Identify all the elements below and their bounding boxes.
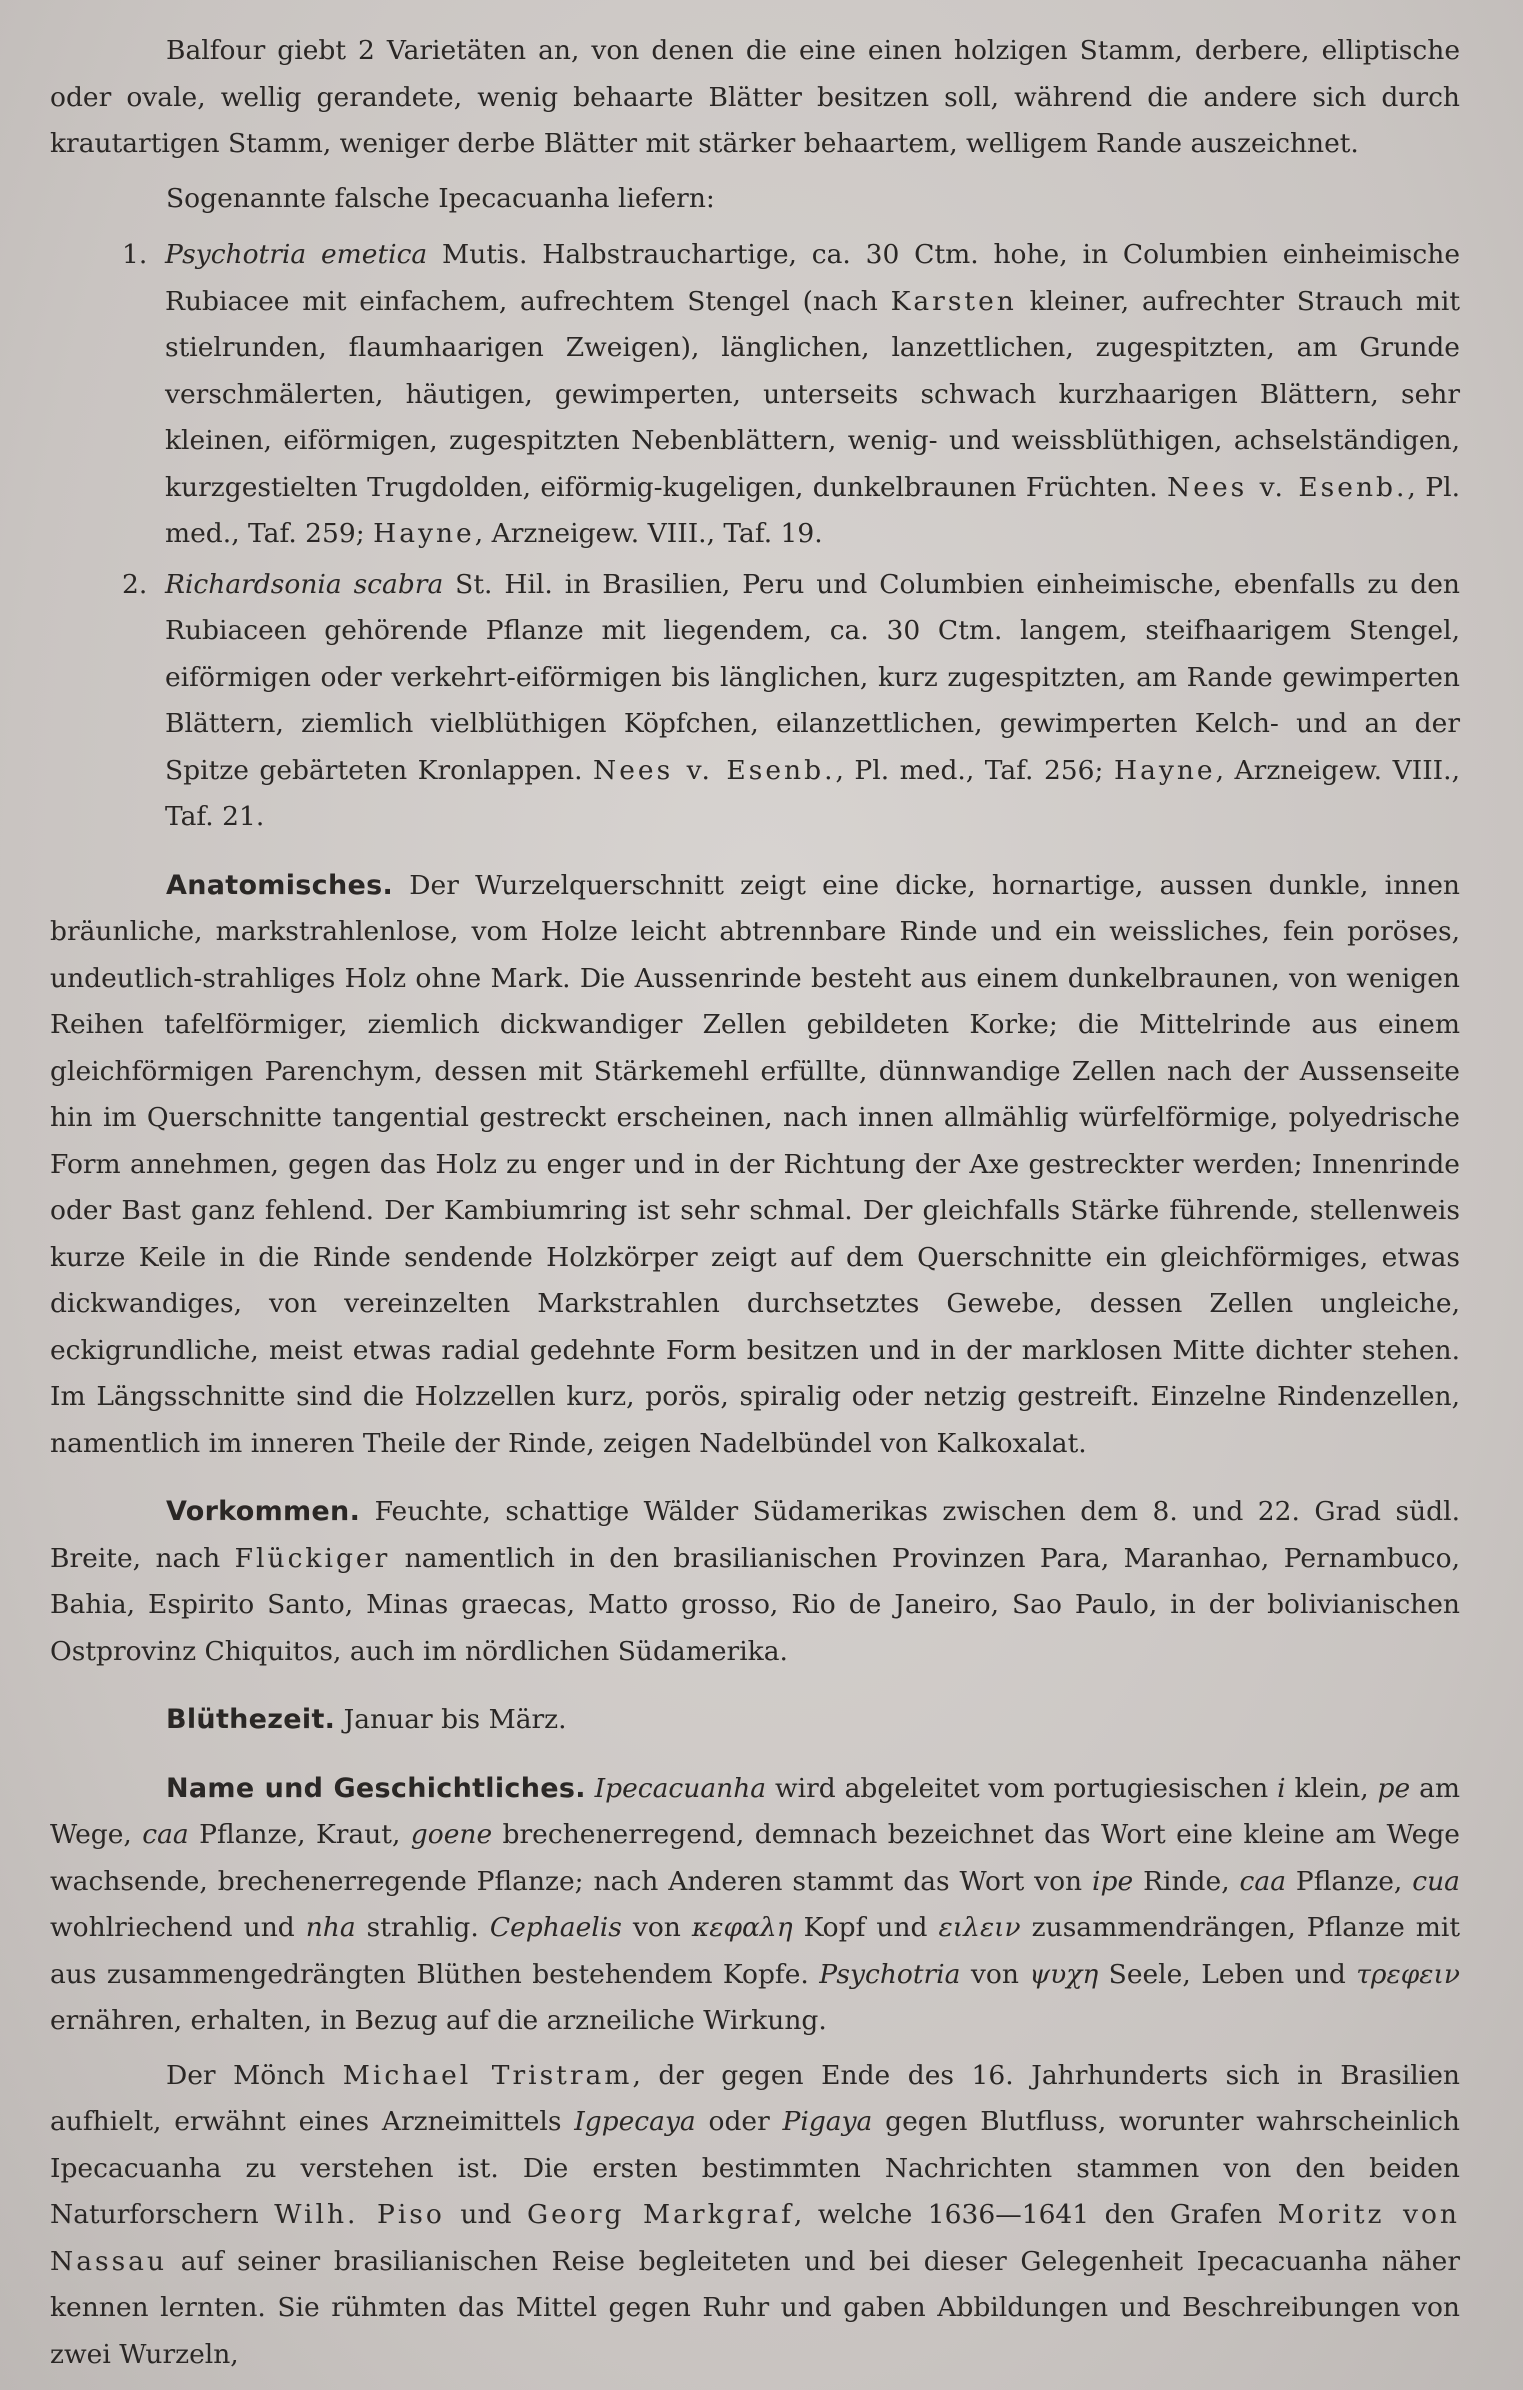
section-vorkommen: Vorkommen. Feuchte, schattige Wälder Südamerikas zwischen dem 8. und 22. Grad südl. Breite, nach Flückiger namentlich in den brasilianischen Provinzen Para, Maranhao, Pernambuco, Bahia, Espirito Santo, Minas graecas, Matto grosso, Rio de Janeiro, Sao Paulo, in der bolivianischen Ostprovinz Chiquitos, auch im nördlichen Südamerika. <box>50 1496 1460 1667</box>
list-item-number: 1. <box>122 239 148 270</box>
list-item-number: 2. <box>122 568 148 600</box>
greek-word: ειλειν <box>938 1912 1021 1943</box>
person-name: Georg Markgraf <box>527 2199 794 2230</box>
paragraph-false-ipecacuanha-intro: Sogenannte falsche Ipecacuanha liefern: <box>166 182 715 214</box>
section-heading-name-geschichte: Name und Geschichtliches. <box>166 1772 586 1804</box>
section-heading-anatomie: Anatomisches. <box>166 869 394 901</box>
person-name: Moritz von Nassau <box>50 2199 1460 2277</box>
section-heading-vorkommen: Vorkommen. <box>166 1496 361 1527</box>
section-heading-bluethezeit: Blüthezeit. <box>166 1704 336 1735</box>
greek-word: τρεφειν <box>1356 1958 1460 1990</box>
document-page <box>50 28 1460 2378</box>
false-ipecacuanha-list <box>50 232 1460 841</box>
greek-word: ψυχη <box>1029 1958 1099 1990</box>
species-name: Richardsonia scabra <box>165 568 444 600</box>
species-name: Psychotria emetica <box>165 239 428 270</box>
person-name: Wilh. Piso <box>274 2199 445 2230</box>
author-name: Hayne <box>1113 754 1216 786</box>
list-item-richardsonia: 2. Richardsonia scabra St. Hil. in Brasilien, Peru und Columbien einheimische, ebenfalls zu den Rubiaceen gehörende Pflanze mit liegendem, ca. 30 Ctm. langem, steifhaarigem Stengel, eiförmigen oder verkehrt-eiförmigen bis länglichen, kurz zugespitzten, am Rande gewimperten Blättern, ziemlich vielblüthigen Köpfchen, eilanzettlichen, gewimperten Kelch- und an der Spitze gebärteten Kronlappen. Nees v. Esenb., Pl. med., Taf. 256; Hayne, Arzneigew. VIII., Taf. 21. <box>50 562 1460 841</box>
section-anatomie: Anatomisches. Der Wurzelquerschnitt zeigt eine dicke, hornartige, aussen dunkle, innen bräunliche, markstrahlenlose, vom Holze leicht abtrennbare Rinde und ein weissliches, fein poröses, undeutlich-strahliges Holz ohne Mark. Die Aussenrinde besteht aus einem dunkelbraunen, von wenigen Reihen tafelförmiger, ziemlich dickwandiger Zellen gebildeten Korke; die Mittelrinde aus einem gleichförmigen Parenchym, dessen mit Stärkemehl erfüllte, dünnwandige Zellen nach der Aussenseite hin im Querschnitte tangential gestreckt erscheinen, nach innen allmählig würfelförmige, polyedrische Form annehmen, gegen das Holz zu enger und in der Richtung der Axe gestreckter werden; Innenrinde oder Bast ganz fehlend. Der Kambiumring ist sehr schmal. Der gleichfalls Stärke führende, stellenweis kurze Keile in die Rinde sendende Holzkörper zeigt auf dem Querschnitte ein gleichförmiges, etwas dickwandiges, von vereinzelten Markstrahlen durchsetztes Gewebe, dessen Zellen ungleiche, eckigrundliche, meist etwas radial gedehnte Form besitzen und in der marklosen Mitte dichter stehen. Im Längsschnitte sind die Holzzellen kurz, porös, spiralig oder netzig gestreift. Einzelne Rindenzellen, namentlich im inneren Theile der Rinde, zeigen Nadelbündel von Kalkoxalat. <box>50 869 1460 1459</box>
author-name: Karsten <box>890 285 1017 317</box>
section-bluethezeit: Blüthezeit. Januar bis März. <box>166 1704 567 1735</box>
author-name: Flückiger <box>234 1542 391 1574</box>
author-name: Nees v. Esenb. <box>593 754 836 786</box>
person-name: Michael Tristram <box>342 2059 633 2091</box>
author-name: Hayne <box>373 518 475 549</box>
greek-word: κεφαλη <box>691 1912 793 1943</box>
list-item-psychotria: 1. Psychotria emetica Mutis. Halbstrauchartige, ca. 30 Ctm. hohe, in Columbien einheimische Rubiacee mit einfachem, aufrechtem Stengel (nach Karsten kleiner, aufrechter Strauch mit stielrunden, flaumhaarigen Zweigen), länglichen, lanzettlichen, zugespitzten, am Grunde verschmälerten, häutigen, gewimperten, unterseits schwach kurzhaarigen Blättern, sehr kleinen, eiförmigen, zugespitzten Nebenblättern, wenig- und weissblüthigen, achselständigen, kurzgestielten Trugdolden, eiförmig-kugeligen, dunkelbraunen Früchten. Nees v. Esenb., Pl. med., Taf. 259; Hayne, Arzneigew. VIII., Taf. 19. <box>50 232 1460 558</box>
paragraph-balfour: Balfour giebt 2 Varietäten an, von denen die eine einen holzigen Stamm, derbere, elliptische oder ovale, wellig gerandete, wenig behaarte Blätter besitzen soll, während die andere sich durch krautartigen Stamm, weniger derbe Blätter mit stärker behaartem, welligem Rande auszeichnet. <box>50 35 1460 159</box>
section-name-geschichte: Name und Geschichtliches. Ipecacuanha wird abgeleitet vom portugiesischen i klein, pe am Wege, caa Pflanze, Kraut, goene brechenerregend, demnach bezeichnet das Wort eine kleine am Wege wachsende, brechenerregende Pflanze; nach Anderen stammt das Wort von ipe Rinde, caa Pflanze, cua wohlriechend und nha strahlig. Cephaelis von κεφαλη Kopf und ειλειν zusammendrängen, Pflanze mit aus zusammengedrängten Blüthen bestehendem Kopfe. Psychotria von ψυχη Seele, Leben und τρεφειν ernähren, erhalten, in Bezug auf die arzneiliche Wirkung. <box>50 1772 1461 2036</box>
paragraph-tristram: Der Mönch Michael Tristram, der gegen Ende des 16. Jahrhunderts sich in Brasilien aufhielt, erwähnt eines Arzneimittels Igpecaya oder Pigaya gegen Blutfluss, worunter wahrscheinlich Ipecacuanha zu verstehen ist. Die ersten bestimmten Nachrichten stammen von den beiden Naturforschern Wilh. Piso und Georg Markgraf, welche 1636—1641 den Grafen Moritz von Nassau auf seiner brasilianischen Reise begleiteten und bei dieser Gelegenheit Ipecacuanha näher kennen lernten. Sie rühmten das Mittel gegen Ruhr und gaben Abbildungen und Beschreibungen von zwei Wurzeln, <box>50 2059 1460 2370</box>
author-name: Nees v. Esenb. <box>1167 471 1408 503</box>
